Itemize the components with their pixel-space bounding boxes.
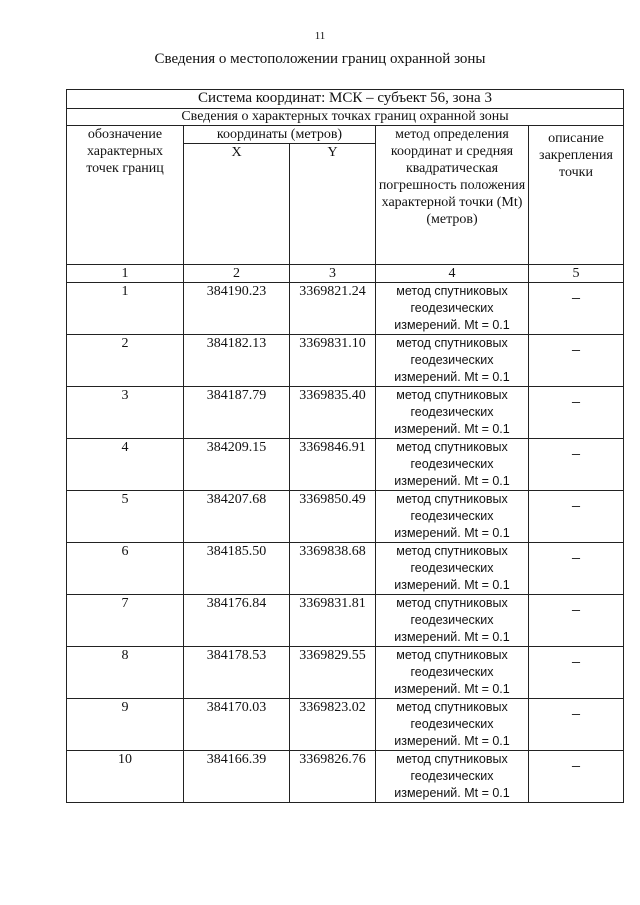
point-cell: 10 (67, 751, 184, 803)
method-cell: метод спутниковых геодезических измерений. Mt = 0.1 (376, 751, 529, 803)
y-coordinate-cell: 3369826.76 (290, 751, 376, 803)
method-cell: метод спутниковых геодезических измерений. Mt = 0.1 (376, 439, 529, 491)
table-row (67, 699, 624, 751)
y-coordinate-cell: 3369829.55 (290, 647, 376, 699)
y-coordinate-cell: 3369821.24 (290, 283, 376, 335)
y-coordinate-cell: 3369846.91 (290, 439, 376, 491)
table-row (67, 439, 624, 491)
x-coordinate-cell: 384166.39 (184, 751, 290, 803)
column-header-designation: обозначение характерных точек границ (67, 126, 184, 265)
x-coordinate-cell: 384176.84 (184, 595, 290, 647)
x-coordinate-cell: 384187.79 (184, 387, 290, 439)
column-header-x: X (184, 144, 290, 265)
description-cell: _ (529, 751, 624, 803)
point-cell: 1 (67, 283, 184, 335)
x-coordinate-cell: 384209.15 (184, 439, 290, 491)
table-row (67, 387, 624, 439)
y-coordinate-cell: 3369835.40 (290, 387, 376, 439)
point-cell: 4 (67, 439, 184, 491)
point-cell: 9 (67, 699, 184, 751)
point-cell: 2 (67, 335, 184, 387)
description-cell: _ (529, 595, 624, 647)
y-coordinate-cell: 3369831.10 (290, 335, 376, 387)
column-header-method: метод определения координат и средняя квадратическая погрешность положения характерной точки (Mt) (метров) (376, 126, 529, 265)
section-header: Сведения о характерных точках границ охранной зоны (67, 109, 624, 126)
y-coordinate-cell: 3369831.81 (290, 595, 376, 647)
table-row (67, 283, 624, 335)
method-cell: метод спутниковых геодезических измерений. Mt = 0.1 (376, 335, 529, 387)
description-cell: _ (529, 543, 624, 595)
description-cell: _ (529, 439, 624, 491)
y-coordinate-cell: 3369823.02 (290, 699, 376, 751)
x-coordinate-cell: 384170.03 (184, 699, 290, 751)
coordinate-system-header: Система координат: МСК – субъект 56, зона 3 (67, 90, 624, 109)
table-row (67, 647, 624, 699)
y-coordinate-cell: 3369838.68 (290, 543, 376, 595)
column-number: 1 (67, 265, 184, 283)
point-cell: 8 (67, 647, 184, 699)
column-header-y: Y (290, 144, 376, 265)
page-number: 11 (314, 30, 326, 42)
document-title: Сведения о местоположении границ охранной зоны (154, 51, 486, 67)
method-cell: метод спутниковых геодезических измерений. Mt = 0.1 (376, 491, 529, 543)
method-cell: метод спутниковых геодезических измерений. Mt = 0.1 (376, 543, 529, 595)
method-cell: метод спутниковых геодезических измерений. Mt = 0.1 (376, 283, 529, 335)
x-coordinate-cell: 384178.53 (184, 647, 290, 699)
column-number: 5 (529, 265, 624, 283)
table-row (67, 335, 624, 387)
column-header-coordinates: координаты (метров) (184, 126, 376, 144)
method-cell: метод спутниковых геодезических измерений. Mt = 0.1 (376, 387, 529, 439)
description-cell: _ (529, 491, 624, 543)
coordinates-table (66, 89, 624, 803)
point-cell: 6 (67, 543, 184, 595)
x-coordinate-cell: 384182.13 (184, 335, 290, 387)
table-row (67, 595, 624, 647)
description-cell: _ (529, 699, 624, 751)
method-cell: метод спутниковых геодезических измерений. Mt = 0.1 (376, 647, 529, 699)
y-coordinate-cell: 3369850.49 (290, 491, 376, 543)
column-number: 3 (290, 265, 376, 283)
x-coordinate-cell: 384185.50 (184, 543, 290, 595)
point-cell: 5 (67, 491, 184, 543)
table-row (67, 751, 624, 803)
table-row (67, 491, 624, 543)
column-header-description: описание закрепления точки (529, 126, 624, 265)
method-cell: метод спутниковых геодезических измерений. Mt = 0.1 (376, 595, 529, 647)
description-cell: _ (529, 283, 624, 335)
method-cell: метод спутниковых геодезических измерений. Mt = 0.1 (376, 699, 529, 751)
x-coordinate-cell: 384190.23 (184, 283, 290, 335)
description-cell: _ (529, 335, 624, 387)
description-cell: _ (529, 647, 624, 699)
table-row (67, 543, 624, 595)
x-coordinate-cell: 384207.68 (184, 491, 290, 543)
description-cell: _ (529, 387, 624, 439)
point-cell: 3 (67, 387, 184, 439)
point-cell: 7 (67, 595, 184, 647)
column-number: 2 (184, 265, 290, 283)
column-number: 4 (376, 265, 529, 283)
